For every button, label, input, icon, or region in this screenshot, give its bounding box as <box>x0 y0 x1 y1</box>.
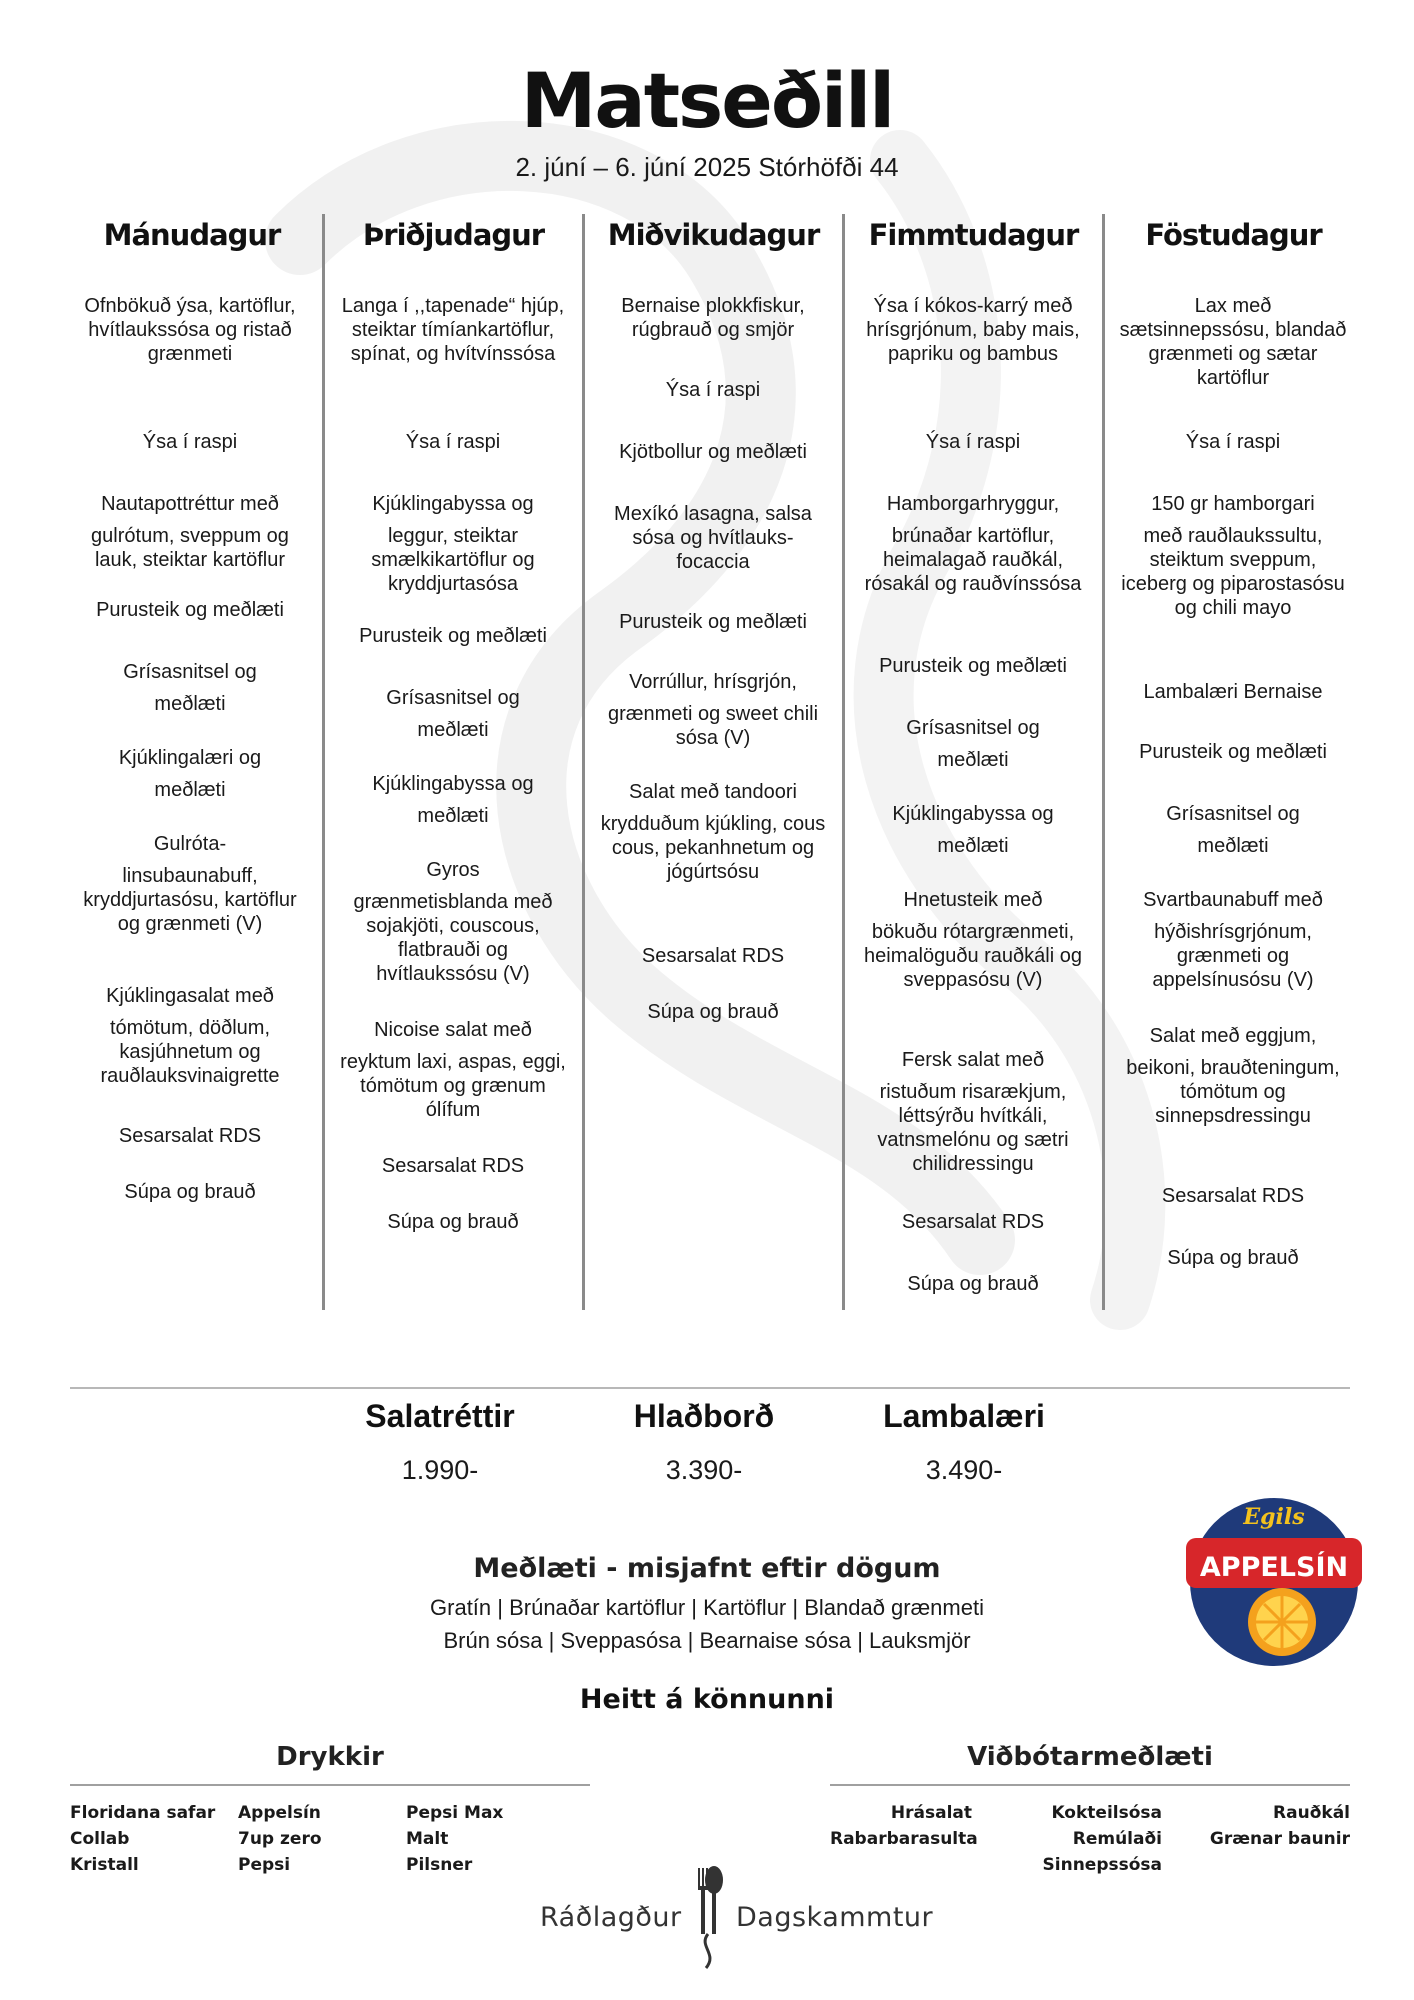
drinks-title: Drykkir <box>276 1742 384 1772</box>
dish: Kjúklingalæri og meðlæti <box>118 747 262 801</box>
dish: Kjúklingabyssa og meðlæti <box>892 803 1054 857</box>
badge-product: APPELSÍN <box>1199 1552 1349 1583</box>
day-column-friday <box>1102 214 1362 1310</box>
dish: Gulróta- linsubaunabuff, kryddjurtasósu, kartöflur og grænmeti (V) <box>83 833 297 935</box>
section-divider <box>70 1387 1350 1389</box>
dish: Ýsa í raspi <box>925 431 1021 453</box>
price-label: Hlaðborð <box>633 1398 775 1434</box>
dish: Sesarsalat RDS <box>1161 1185 1305 1207</box>
page-title: Matseðill <box>520 56 894 145</box>
dish: Fersk salat með ristuðum risarækjum, léttsýrðu hvítkáli, vatnsmelónu og sætri chilidressingu <box>877 1049 1069 1175</box>
weekly-menu <box>62 214 1362 1310</box>
price-label: Lambalæri <box>883 1398 1045 1434</box>
drink-item: Appelsín <box>238 1803 321 1823</box>
coffee-note: Heitt á könnunni <box>579 1684 835 1715</box>
dish: Súpa og brauð <box>1167 1247 1299 1269</box>
day-column-monday <box>62 214 322 1310</box>
day-name: Fimmtudagur <box>868 218 1079 252</box>
dish: Purusteik og meðlæti <box>96 599 284 621</box>
side-dishes-title: Meðlæti - misjafnt eftir dögum <box>473 1553 941 1584</box>
dish: Ofnbökuð ýsa, kartöflur, hvítlaukssósa og ristað grænmeti <box>84 295 296 365</box>
drink-item: Malt <box>406 1829 449 1849</box>
dish: Hnetusteik með bökuðu rótargrænmeti, heimalöguðu rauðkáli og sveppasósu (V) <box>864 889 1082 991</box>
day-name: Miðvikudagur <box>607 218 820 252</box>
dish: Grísasnitsel og meðlæti <box>386 687 520 741</box>
extra-sides-rule <box>830 1784 1350 1786</box>
dish: Ýsa í kókos-karrý með hrísgrjónum, baby mais, papriku og bambus <box>866 295 1080 365</box>
day-name: Föstudagur <box>1145 218 1322 252</box>
extra-side-item: Rauðkál <box>1273 1803 1350 1823</box>
extra-side-item: Sinnepssósa <box>1042 1855 1162 1875</box>
drink-item: Pepsi Max <box>406 1803 504 1823</box>
dish: Kjötbollur og meðlæti <box>619 441 807 463</box>
day-name: Þriðjudagur <box>362 218 545 252</box>
dish: Nicoise salat með reyktum laxi, aspas, eggi, tómötum og grænum ólífum <box>340 1019 566 1121</box>
drink-item: Collab <box>70 1829 130 1849</box>
side-dishes-line: Brún sósa | Sveppasósa | Bearnaise sósa | Lauksmjör <box>443 1628 971 1653</box>
dish: Hamborgarhryggur, brúnaðar kartöflur, heimalagað rauðkál, rósakál og rauðvínssósa <box>864 493 1082 595</box>
dish: Ýsa í raspi <box>142 431 238 453</box>
extra-sides-title: Viðbótarmeðlæti <box>967 1742 1213 1772</box>
dish: Bernaise plokkfiskur, rúgbrauð og smjör <box>621 295 805 341</box>
dish: Súpa og brauð <box>647 1001 779 1023</box>
dish: Kjúklingasalat með tómötum, döðlum, kasjúhnetum og rauðlauksvinaigrette <box>100 985 280 1087</box>
dish: Lambalæri Bernaise <box>1143 681 1323 703</box>
footer-logo <box>540 1860 934 1970</box>
price-salatrettir <box>310 1398 570 1486</box>
dish: Purusteik og meðlæti <box>359 625 547 647</box>
dish: Nautapottréttur með gulrótum, sveppum og lauk, steiktar kartöflur <box>91 493 289 571</box>
dish: 150 gr hamborgari með rauðlaukssultu, steiktum sveppum, iceberg og piparostasósu og chili mayo <box>1121 493 1345 619</box>
dish: Purusteik og meðlæti <box>619 611 807 633</box>
day-column-tuesday <box>322 214 582 1310</box>
extra-side-item: Rabarbarasulta <box>830 1829 978 1849</box>
drinks-column <box>70 1800 215 1878</box>
dish: Sesarsalat RDS <box>641 945 785 967</box>
day-column-wednesday <box>582 214 842 1310</box>
extra-sides-column <box>830 1800 978 1852</box>
drink-item: 7up zero <box>238 1829 322 1849</box>
side-dishes-line: Gratín | Brúnaðar kartöflur | Kartöflur | Blandað grænmeti <box>430 1595 984 1620</box>
date-location: 2. júní – 6. júní 2025 Stórhöfði 44 <box>515 152 899 182</box>
price-value: 3.390- <box>665 1455 743 1485</box>
drink-item: Pepsi <box>238 1855 291 1875</box>
extra-side-item: Kokteilsósa <box>1051 1803 1162 1823</box>
dish: Salat með eggjum, beikoni, brauðteningum, tómötum og sinnepsdressingu <box>1126 1025 1340 1127</box>
dish: Vorrúllur, hrísgrjón, grænmeti og sweet chili sósa (V) <box>607 671 819 749</box>
extra-side-item: Remúlaði <box>1072 1829 1162 1849</box>
dish: Salat með tandoori krydduðum kjúkling, cous cous, pekanhnetum og jógúrtsósu <box>600 781 826 883</box>
price-lambalaeri <box>834 1398 1094 1486</box>
extra-side-item: Grænar baunir <box>1209 1829 1350 1849</box>
drink-item: Floridana safar <box>70 1803 216 1823</box>
dish: Lax með sætsinnepssósu, blandað grænmeti og sætar kartöflur <box>1119 295 1347 389</box>
drink-item: Pilsner <box>406 1855 473 1875</box>
dish: Ýsa í raspi <box>1185 431 1281 453</box>
dish: Kjúklingabyssa og meðlæti <box>372 773 534 827</box>
dish: Ýsa í raspi <box>665 379 761 401</box>
day-name: Mánudagur <box>103 218 281 252</box>
price-value: 1.990- <box>401 1455 479 1485</box>
extra-sides-column <box>1020 1800 1162 1878</box>
dish: Grísasnitsel og meðlæti <box>906 717 1040 771</box>
day-column-thursday <box>842 214 1102 1310</box>
dish: Kjúklingabyssa og leggur, steiktar smælkikartöflur og kryddjurtasósa <box>371 493 535 595</box>
dish: Súpa og brauð <box>907 1273 1039 1295</box>
fork-spoon-icon <box>690 1860 730 1970</box>
dish: Svartbaunabuff með hýðishrísgrjónum, grænmeti og appelsínusósu (V) <box>1143 889 1323 991</box>
dish: Langa í ,,tapenade“ hjúp, steiktar tímíankartöflur, spínat, og hvítvínssósa <box>341 295 565 365</box>
footer-logo-right: Dagskammtur <box>736 1902 934 1933</box>
drinks-rule <box>70 1784 590 1786</box>
drinks-column <box>406 1800 503 1878</box>
dish: Gyros grænmetisblanda með sojakjöti, couscous, flatbrauði og hvítlaukssósu (V) <box>353 859 553 985</box>
extra-sides-column <box>1190 1800 1350 1852</box>
drinks-column <box>238 1800 322 1878</box>
drink-item: Kristall <box>70 1855 139 1875</box>
extra-side-item: Hrásalat <box>890 1803 972 1823</box>
dish: Grísasnitsel og meðlæti <box>123 661 257 715</box>
dish: Súpa og brauð <box>387 1211 519 1233</box>
dish: Mexíkó lasagna, salsa sósa og hvítlauks-focaccia <box>614 503 812 573</box>
dish: Sesarsalat RDS <box>118 1125 262 1147</box>
price-hladbord <box>574 1398 834 1486</box>
dish: Grísasnitsel og meðlæti <box>1166 803 1300 857</box>
footer-logo-left: Ráðlagður <box>540 1902 682 1933</box>
drinks-list <box>70 1800 590 1890</box>
dish: Purusteik og meðlæti <box>879 655 1067 677</box>
price-label: Salatréttir <box>365 1398 515 1434</box>
dish: Súpa og brauð <box>124 1181 256 1203</box>
price-value: 3.490- <box>925 1455 1003 1485</box>
badge-brand: Egils <box>1243 1504 1305 1530</box>
dish: Ýsa í raspi <box>405 431 501 453</box>
dish: Sesarsalat RDS <box>381 1155 525 1177</box>
dish: Sesarsalat RDS <box>901 1211 1045 1233</box>
dish: Purusteik og meðlæti <box>1139 741 1327 763</box>
